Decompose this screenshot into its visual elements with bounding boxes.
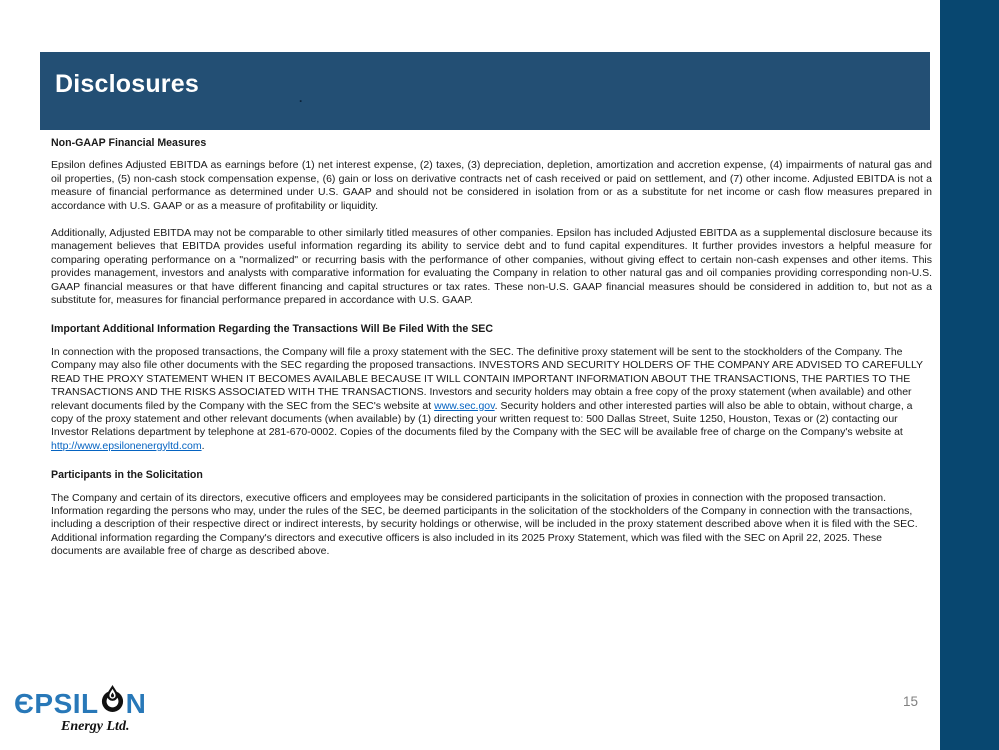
logo-word-end: N xyxy=(125,688,147,719)
paragraph-participants: The Company and certain of its directors, executive officers and employees may be considered participants in the solicitation of proxies in connection with the proposed transaction. Information regarding the persons who may, under the rules of the SEC, be deemed participants in the solicitation of the stockholders of the Company in connection with the transactions, including a description of their respective direct or indirect interests, by security holdings or otherwise, will be included in the proxy statement described above when it is filed with the SEC. Additional information regarding the Company's directors and executive officers is also included in its 2025 Proxy Statement, which was filed with the SEC on April 22, 2025. These documents are available free of charge as described above. xyxy=(51,491,918,558)
paragraph-adjusted-ebitda-comparability: Additionally, Adjusted EBITDA may not be comparable to other similarly titled measures of other companies. Epsilon has included Adjusted EBITDA as a supplemental disclosure because its management believes that EBITDA provides useful information regarding its ability to service debt and to fund capital expenditures. It further provides investors a helpful measure for comparing operating performance on a "normalized" or recurring basis with the performance of other companies, without giving effect to certain non-cash expenses and other items. This provides management, investors and analysts with comparative information for evaluating the Company in relation to other natural gas and oil companies providing corresponding non-U.S. GAAP financial measures or that have different financing and capital structures or tax rates. These non-U.S. GAAP financial measures should be considered in addition to, but not as a substitute for, measures for financial performance prepared in accordance with U.S. GAAP. xyxy=(51,227,932,307)
slide-header xyxy=(40,52,930,130)
section-heading-sec-filing: Important Additional Information Regarding the Transactions Will Be Filed With the SEC xyxy=(51,323,494,336)
disclosure-body xyxy=(51,131,932,573)
epsilon-logo-wordmark xyxy=(14,684,204,718)
epsilon-website-link[interactable]: http://www.epsilonenergyltd.com xyxy=(51,439,202,452)
header-stray-dot: . xyxy=(299,91,303,105)
page-number: 15 xyxy=(903,694,919,709)
paragraph-sec-filing xyxy=(51,346,932,453)
logo-word-start: ЄPSIL xyxy=(14,688,99,719)
paragraph-adjusted-ebitda-definition: Epsilon defines Adjusted EBITDA as earnings before (1) net interest expense, (2) taxes, (3) depreciation, depletion, amortization and accretion expense, (4) impairments of natural gas and oil properties, (5) non-cash stock compensation expense, (6) gain or loss on derivative contracts net of cash received or paid on settlement, and (7) other income. Adjusted EBITDA is not a measure of financial performance as determined under U.S. GAAP and should not be considered in isolation from or as a substitute for net income or cash flow measures prepared in accordance with U.S. GAAP or as a measure of profitability or liquidity. xyxy=(51,159,932,212)
epsilon-logo xyxy=(14,684,204,735)
side-accent-bar xyxy=(940,0,999,750)
section-heading-non-gaap: Non-GAAP Financial Measures xyxy=(51,137,207,149)
sec-paragraph-segment-3: . xyxy=(201,439,205,452)
sec-gov-link[interactable]: www.sec.gov xyxy=(434,399,495,412)
sec-paragraph-segment-2: . Security holders and other interested parties will also be able to obtain, without charge, a copy of the proxy statement and other relevant documents (when available) by (1) directing your written request to: 500 Dallas Street, Suite 1250, Houston, Texas or (2) contacting our Investor Relations department by telephone at 281-670-0002. Copies of the documents filed by the Company with the SEC will be available free of charge on the Company's website at xyxy=(51,399,913,439)
oil-drop-icon xyxy=(100,684,125,718)
sec-paragraph-segment-1: In connection with the proposed transactions, the Company will file a proxy statement with the SEC. The definitive proxy statement will be sent to the stockholders of the Company. The Company may also file other documents with the SEC regarding the proposed transactions. INVESTORS AND SECURITY HOLDERS OF THE COMPANY ARE ADVISED TO CAREFULLY READ THE PROXY STATEMENT WHEN IT BECOMES AVAILABLE BECAUSE IT WILL CONTAIN IMPORTANT INFORMATION ABOUT THE TRANSACTIONS, THE PARTIES TO THE TRANSACTIONS AND THE RISKS ASSOCIATED WITH THE TRANSACTIONS. Investors and security holders may obtain a free copy of the proxy statement (when available) and other relevant documents filed by the Company with the SEC from the SEC's website at xyxy=(51,345,923,412)
page-title: Disclosures xyxy=(55,70,199,98)
logo-subtext: Energy Ltd. xyxy=(61,719,130,734)
section-heading-participants: Participants in the Solicitation xyxy=(51,469,203,482)
